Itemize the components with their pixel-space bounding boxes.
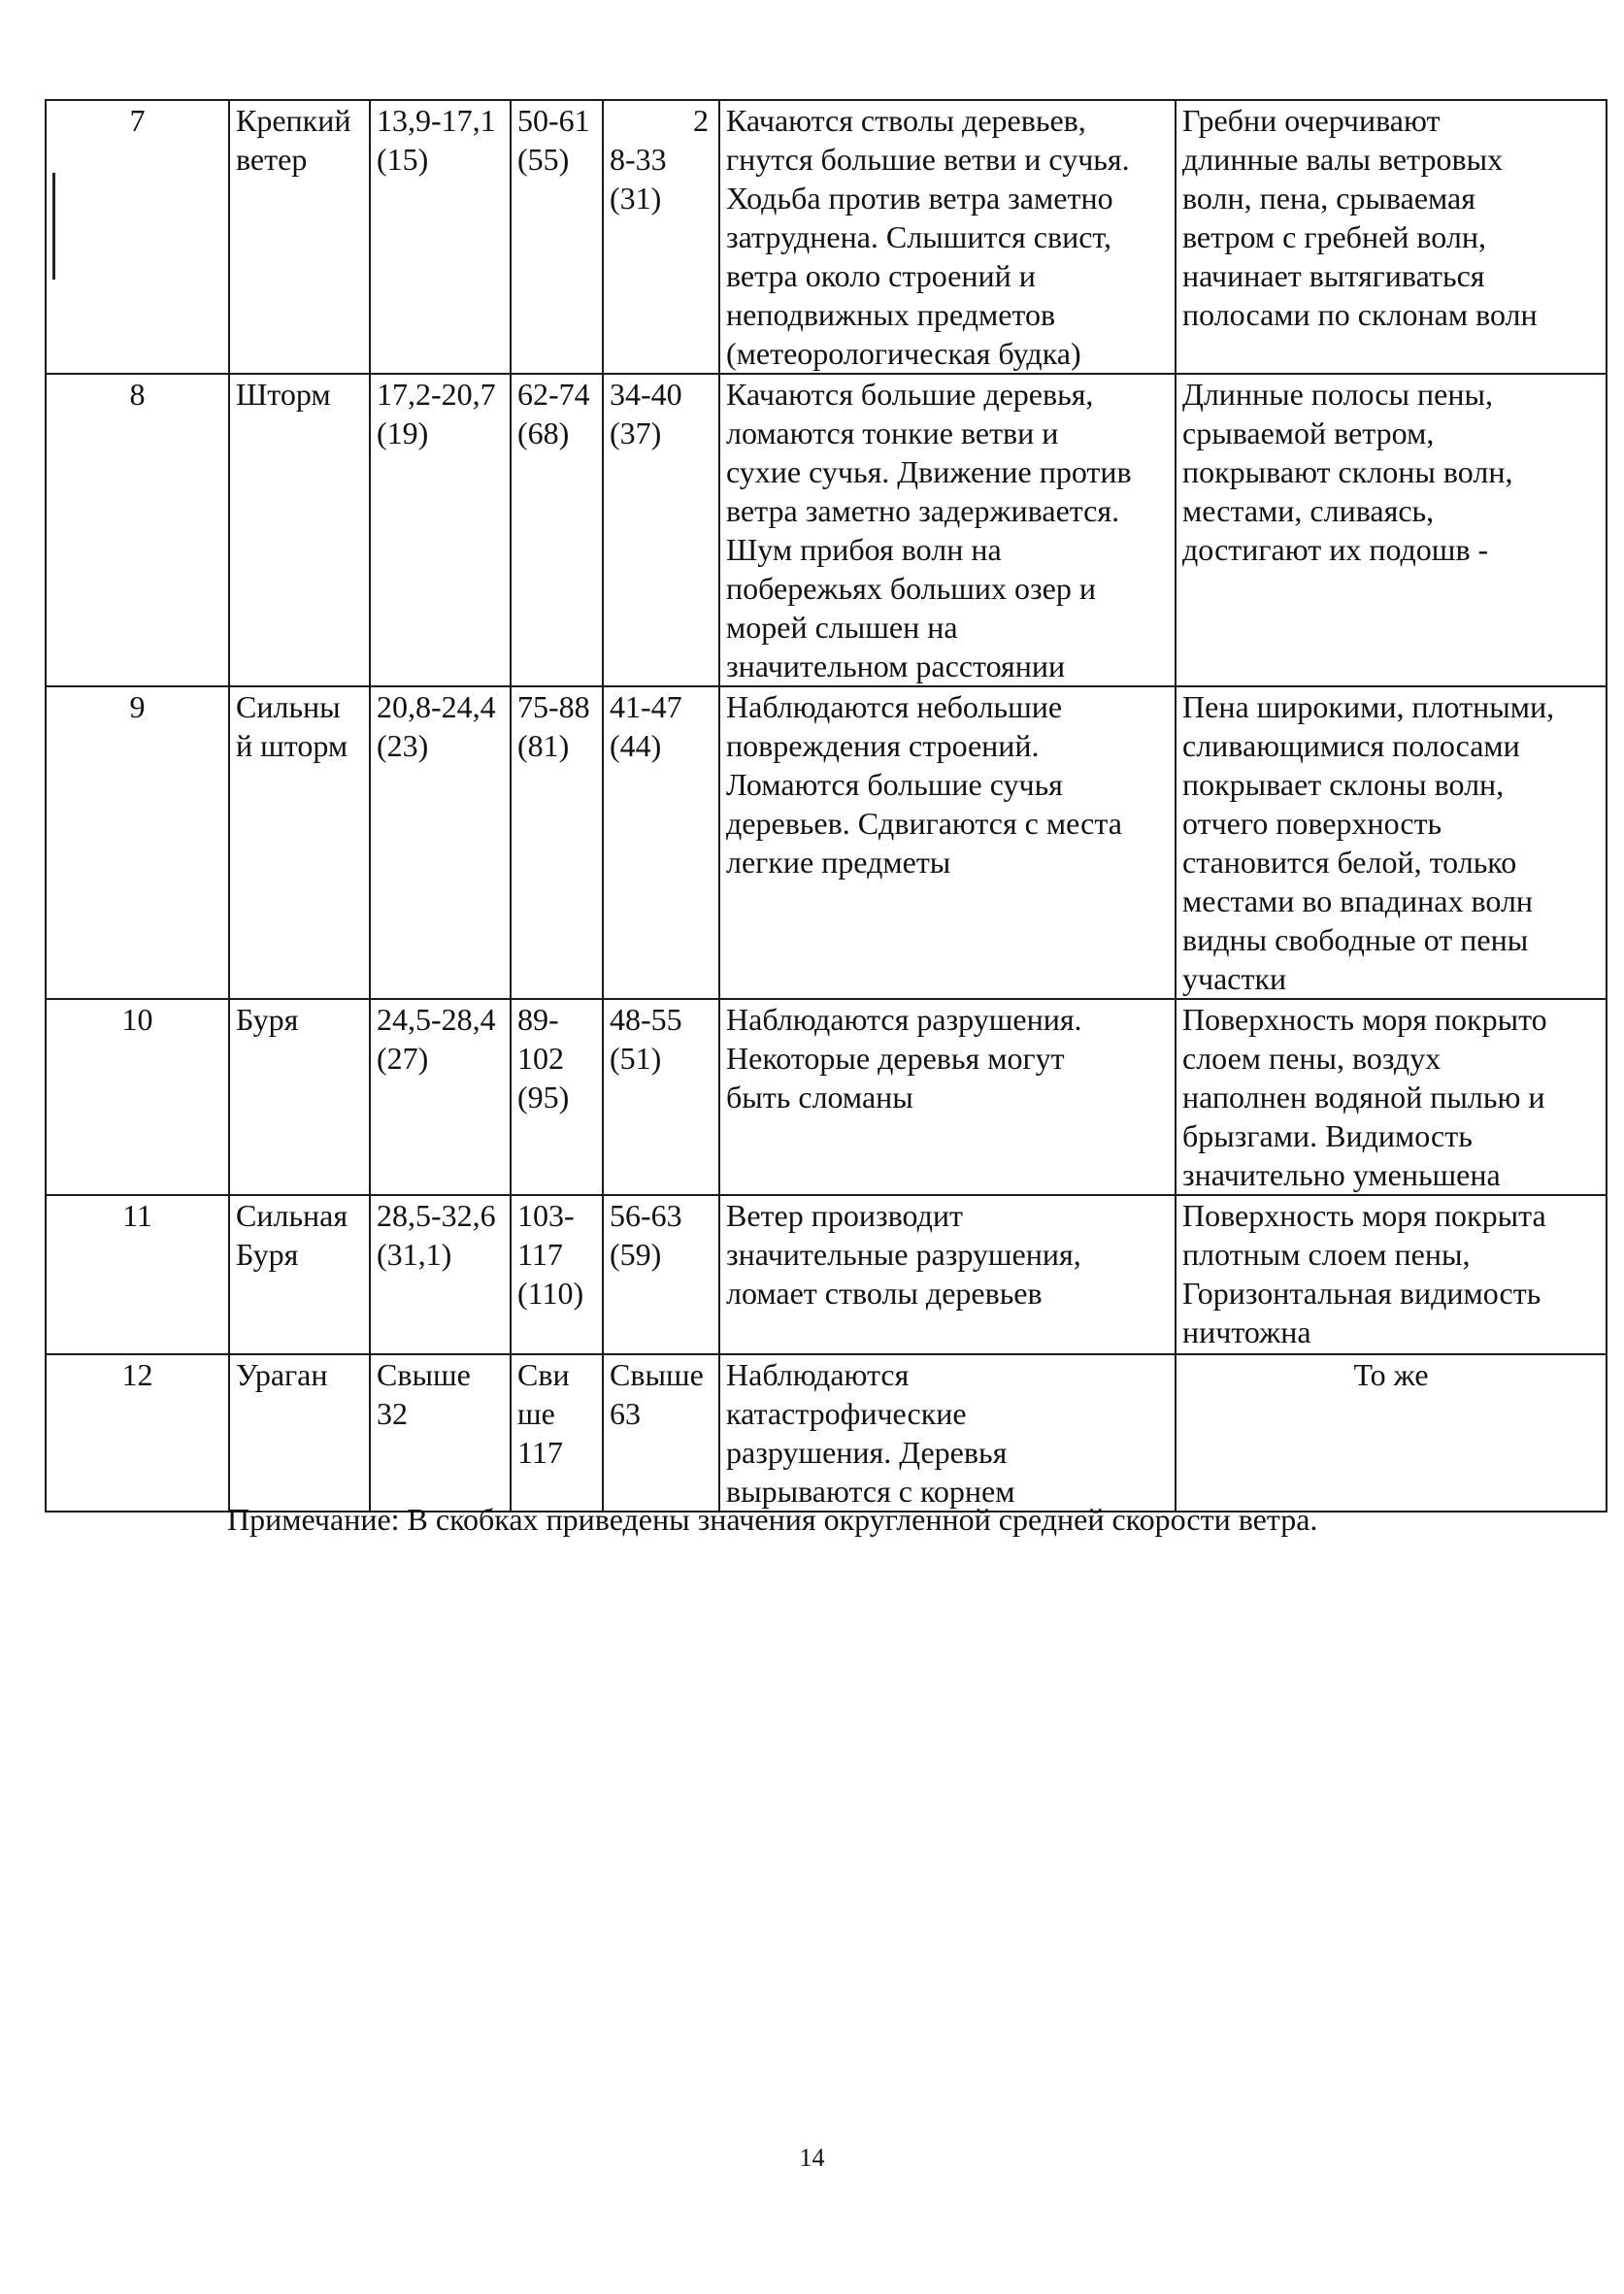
cell-land-effect: Наблюдаются катастрофические разрушения. Деревья вырываются с корнем <box>719 1354 1176 1512</box>
cell-force: 9 <box>46 686 229 999</box>
cell-speed-kmh: Сви ше 117 <box>511 1354 603 1512</box>
cell-land-effect: Ветер производит значительные разрушения, ломает стволы деревьев <box>719 1195 1176 1354</box>
cell-force: 8 <box>46 374 229 686</box>
cell-speed-knots-top: 2 <box>693 103 709 138</box>
table-row <box>46 374 1607 686</box>
cell-speed-kmh: 89- 102 (95) <box>511 999 603 1195</box>
cell-speed-ms: 24,5-28,4 (27) <box>370 999 511 1195</box>
cell-speed-kmh: 103- 117 (110) <box>511 1195 603 1354</box>
cell-force: 11 <box>46 1195 229 1354</box>
cell-land-effect: Наблюдаются разрушения. Некоторые деревья могут быть сломаны <box>719 999 1176 1195</box>
cell-name: Крепкий ветер <box>229 100 370 374</box>
cell-name: Сильная Буря <box>229 1195 370 1354</box>
cell-speed-kmh: 62-74 (68) <box>511 374 603 686</box>
cell-speed-knots: 41-47 (44) <box>603 686 719 999</box>
cell-sea-state: Пена широкими, плотными, сливающимися полосами покрывает склоны волн, отчего поверхность становится белой, только местами во впадинах волн видны свободные от пены участки <box>1176 686 1607 999</box>
cell-sea-state: Гребни очерчивают длинные валы ветровых волн, пена, срываемая ветром с гребней волн, начинает вытягиваться полосами по склонам волн <box>1176 100 1607 374</box>
table-note: Примечание: В скобках приведены значения округленной средней скорости ветра. <box>227 1502 1318 1537</box>
cell-speed-knots: 34-40 (37) <box>603 374 719 686</box>
cell-speed-ms: 20,8-24,4 (23) <box>370 686 511 999</box>
cell-name: Сильны й шторм <box>229 686 370 999</box>
cell-force: 12 <box>46 1354 229 1512</box>
cell-sea-state <box>1176 1354 1607 1512</box>
cell-land-effect: Наблюдаются небольшие повреждения строений. Ломаются большие сучья деревьев. Сдвигаются с места легкие предметы <box>719 686 1176 999</box>
cell-speed-knots: Свыше 63 <box>603 1354 719 1512</box>
cell-speed-ms: Свыше 32 <box>370 1354 511 1512</box>
cell-name: Шторм <box>229 374 370 686</box>
cell-force: 7 <box>46 100 229 374</box>
page-number: 14 <box>799 2144 825 2172</box>
cell-speed-kmh: 75-88 (81) <box>511 686 603 999</box>
cell-speed-ms: 28,5-32,6 (31,1) <box>370 1195 511 1354</box>
table-row <box>46 999 1607 1195</box>
table-row <box>46 1195 1607 1354</box>
cell-speed-knots <box>603 100 719 374</box>
cell-speed-knots: 48-55 (51) <box>603 999 719 1195</box>
beaufort-scale-table <box>45 99 1607 1513</box>
cell-sea-state: Поверхность моря покрыта плотным слоем пены, Горизонтальная видимость ничтожна <box>1176 1195 1607 1354</box>
table-row <box>46 686 1607 999</box>
cell-name: Буря <box>229 999 370 1195</box>
cell-sea-same: То же <box>1353 1357 1429 1392</box>
cell-force: 10 <box>46 999 229 1195</box>
cell-speed-kmh: 50-61 (55) <box>511 100 603 374</box>
cell-sea-state: Длинные полосы пены, срываемой ветром, покрывают склоны волн, местами, сливаясь, достигают их подошв - <box>1176 374 1607 686</box>
cell-speed-knots-main: 8-33 (31) <box>610 142 667 216</box>
cell-speed-ms: 17,2-20,7 (19) <box>370 374 511 686</box>
cell-land-effect: Качаются большие деревья, ломаются тонкие ветви и сухие сучья. Движение против ветра заметно задерживается. Шум прибоя волн на побережьях больших озер и морей слышен на значительном расстоянии <box>719 374 1176 686</box>
table-row <box>46 1354 1607 1512</box>
cell-speed-knots: 56-63 (59) <box>603 1195 719 1354</box>
cell-land-effect: Качаются стволы деревьев, гнутся большие ветви и сучья. Ходьба против ветра заметно затруднена. Слышится свист, ветра около строений и неподвижных предметов (метеорологическая будка) <box>719 100 1176 374</box>
cell-sea-state: Поверхность моря покрыто слоем пены, воздух наполнен водяной пылью и брызгами. Видимость значительно уменьшена <box>1176 999 1607 1195</box>
cell-speed-ms: 13,9-17,1 (15) <box>370 100 511 374</box>
table-row <box>46 100 1607 374</box>
cell-name: Ураган <box>229 1354 370 1512</box>
